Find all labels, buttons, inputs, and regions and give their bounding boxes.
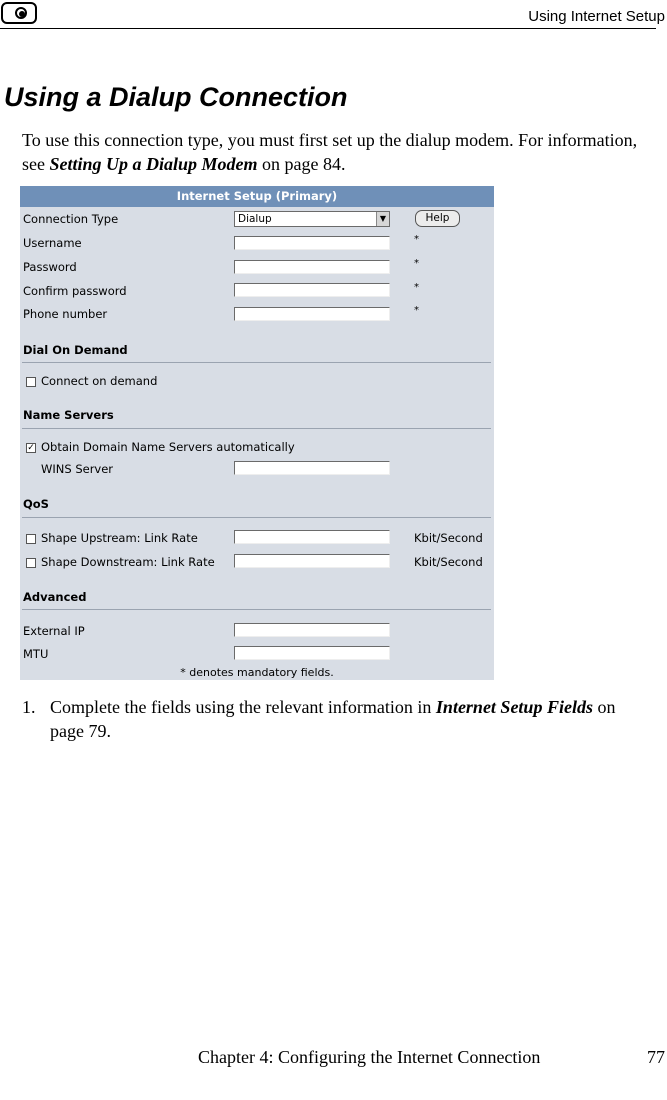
connect-on-demand-label: Connect on demand [41, 374, 158, 388]
phone-number-input[interactable] [234, 307, 390, 321]
internet-setup-form [20, 186, 494, 680]
connect-on-demand-checkbox[interactable] [26, 377, 36, 387]
page-title: Using a Dialup Connection [4, 82, 348, 112]
phone-mandatory-marker: * [414, 305, 419, 316]
help-button[interactable]: Help [415, 210, 460, 227]
header-rule [0, 28, 656, 29]
step-number: 1. [22, 697, 36, 717]
confirm-password-mandatory-marker: * [414, 282, 419, 293]
shape-downstream-input[interactable] [234, 554, 390, 568]
confirm-password-label: Confirm password [23, 284, 127, 298]
shape-downstream-checkbox[interactable] [26, 558, 36, 568]
connection-type-value: Dialup [238, 213, 272, 225]
checkmark-icon: ✓ [27, 443, 35, 453]
shape-upstream-input[interactable] [234, 530, 390, 544]
section-advanced: Advanced [23, 590, 87, 604]
intro-text-before: To use this connection type, you must first set up the dialup modem. For information, see [22, 130, 638, 174]
confirm-password-input[interactable] [234, 283, 390, 297]
obtain-dns-label: Obtain Domain Name Servers automatically [41, 440, 295, 454]
shape-upstream-label: Shape Upstream: Link Rate [41, 531, 198, 545]
mandatory-fields-note: * denotes mandatory fields. [180, 666, 334, 679]
wins-server-input[interactable] [234, 461, 390, 475]
intro-paragraph [22, 128, 642, 176]
connection-type-select[interactable] [234, 211, 390, 227]
shape-upstream-checkbox[interactable] [26, 534, 36, 544]
downstream-unit-label: Kbit/Second [414, 555, 483, 569]
logo-dot [19, 11, 25, 17]
step-cross-reference: Internet Setup Fields [435, 697, 593, 717]
step-text [50, 695, 640, 743]
obtain-dns-checkbox[interactable] [26, 443, 36, 453]
external-ip-label: External IP [23, 624, 85, 638]
intro-text-after: on page 84. [257, 154, 346, 174]
username-label: Username [23, 236, 82, 250]
section-divider [22, 609, 491, 610]
upstream-unit-label: Kbit/Second [414, 531, 483, 545]
mtu-label: MTU [23, 647, 49, 661]
username-mandatory-marker: * [414, 234, 419, 245]
step-text-after: on page 79. [50, 697, 616, 741]
section-divider [22, 362, 491, 363]
form-title-bar: Internet Setup (Primary) [20, 186, 494, 207]
section-name-servers: Name Servers [23, 408, 114, 422]
password-input[interactable] [234, 260, 390, 274]
username-input[interactable] [234, 236, 390, 250]
section-divider [22, 517, 491, 518]
page-number: 77 [647, 1047, 665, 1067]
password-mandatory-marker: * [414, 258, 419, 269]
wins-server-label: WINS Server [41, 462, 114, 476]
connection-type-label: Connection Type [23, 212, 119, 226]
password-label: Password [23, 260, 77, 274]
intro-cross-reference: Setting Up a Dialup Modem [49, 154, 258, 174]
step-text-before: Complete the fields using the relevant information in [50, 697, 436, 717]
phone-number-label: Phone number [23, 307, 108, 321]
brand-logo-icon [1, 2, 37, 24]
section-divider [22, 428, 491, 429]
mtu-input[interactable] [234, 646, 390, 660]
footer-chapter: Chapter 4: Configuring the Internet Connection [198, 1047, 541, 1067]
shape-downstream-label: Shape Downstream: Link Rate [41, 555, 215, 569]
section-qos: QoS [23, 497, 49, 511]
section-dial-on-demand: Dial On Demand [23, 343, 128, 357]
running-header-title: Using Internet Setup [528, 8, 665, 25]
chevron-down-icon[interactable]: ▼ [376, 212, 389, 226]
external-ip-input[interactable] [234, 623, 390, 637]
